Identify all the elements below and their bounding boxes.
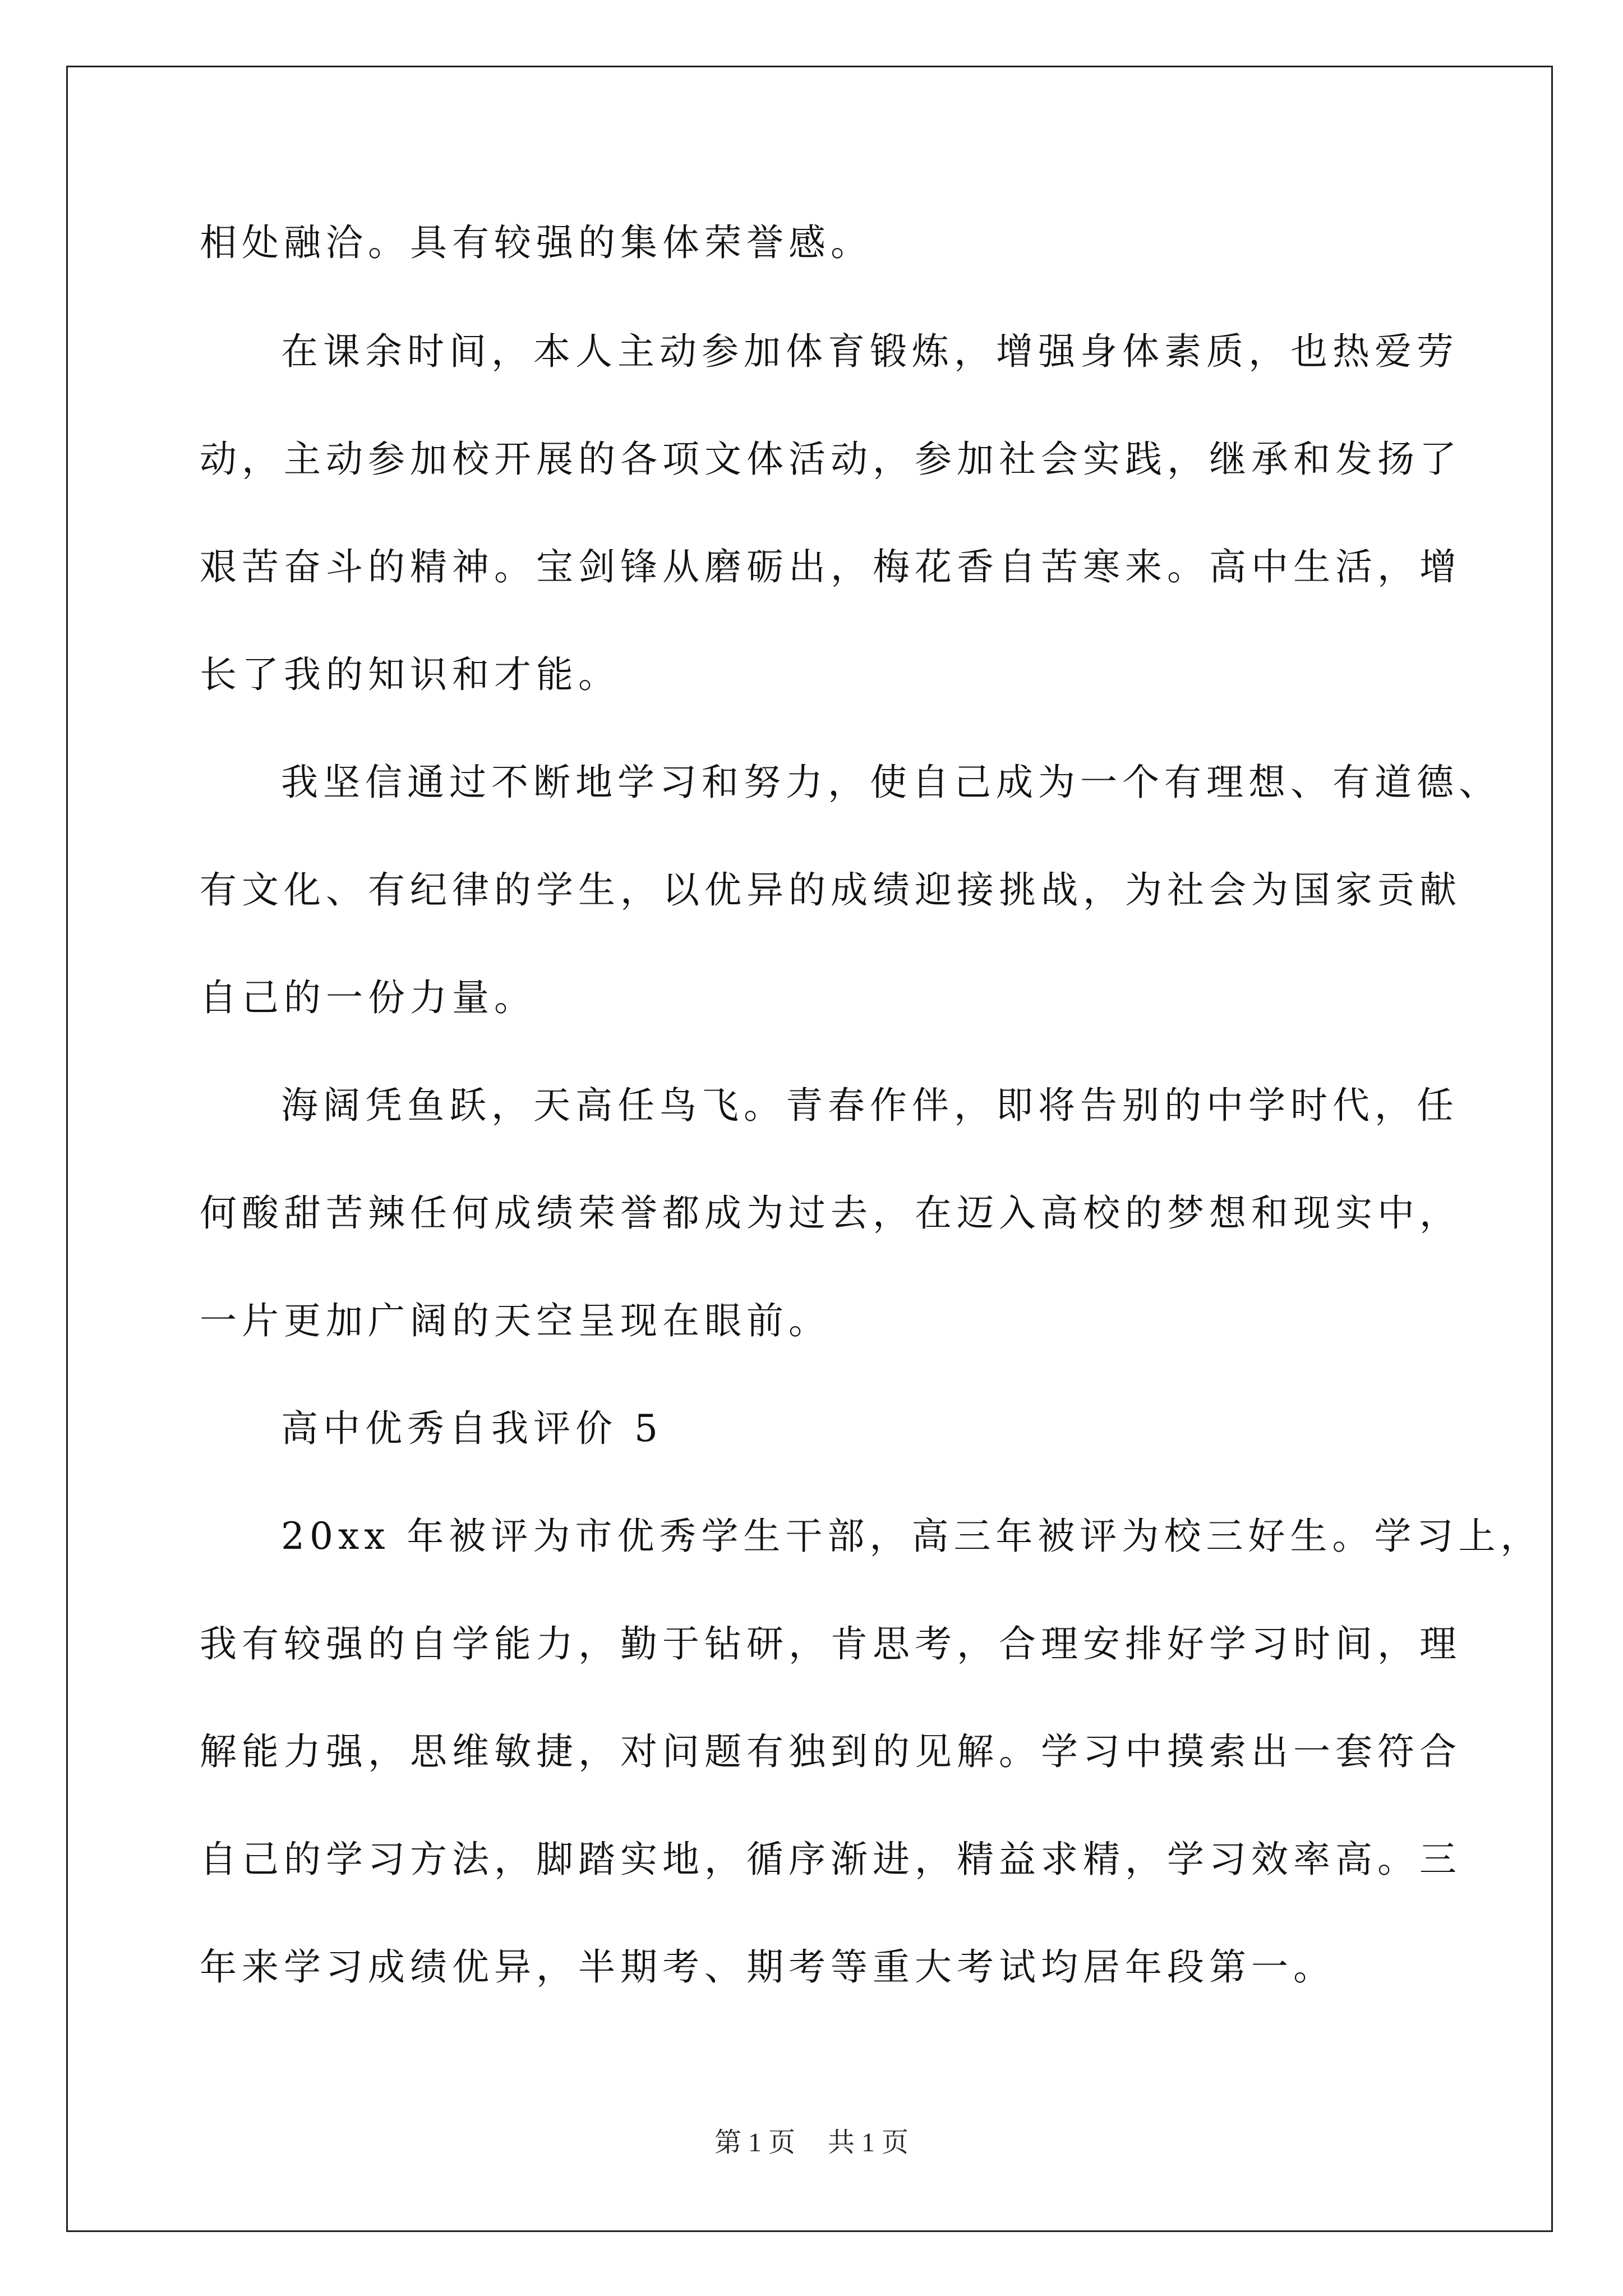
paragraph-start-line: 我坚信通过不断地学习和努力，使自己成为一个有理想、有道德、 — [281, 761, 1501, 804]
text-line: 一片更加广阔的天空呈现在眼前。 — [200, 1299, 831, 1342]
text-line: 动，主动参加校开展的各项文体活动，参加社会实践，继承和发扬了 — [200, 438, 1461, 481]
text-line: 我有较强的自学能力，勤于钻研，肯思考，合理安排好学习时间，理 — [200, 1622, 1461, 1665]
text-line: 年来学习成绩优异，半期考、期考等重大考试均居年段第一。 — [200, 1945, 1335, 1989]
paragraph-start-line: 在课余时间，本人主动参加体育锻炼，增强身体素质，也热爱劳 — [281, 330, 1459, 373]
text-line: 自己的一份力量。 — [200, 976, 536, 1019]
section-heading: 高中优秀自我评价 5 — [281, 1407, 663, 1450]
page-border — [66, 66, 1553, 2232]
paragraph-start-line: 20xx 年被评为市优秀学生干部，高三年被评为校三好生。学习上， — [281, 1515, 1543, 1558]
text-line: 有文化、有纪律的学生，以优异的成绩迎接挑战，为社会为国家贡献 — [200, 868, 1461, 912]
page-footer — [0, 2120, 1623, 2159]
paragraph-start-line: 海阔凭鱼跃，天高任鸟飞。青春作伴，即将告别的中学时代，任 — [281, 1084, 1459, 1127]
text-line: 何酸甜苦辣任何成绩荣誉都成为过去，在迈入高校的梦想和现实中， — [200, 1191, 1461, 1235]
page-number: 第 1 页 — [714, 2128, 795, 2157]
text-line: 长了我的知识和才能。 — [200, 653, 620, 696]
text-line: 自己的学习方法，脚踏实地，循序渐进，精益求精，学习效率高。三 — [200, 1838, 1461, 1881]
page-total: 共 1 页 — [828, 2128, 909, 2157]
text-line: 解能力强，思维敏捷，对问题有独到的见解。学习中摸索出一套符合 — [200, 1730, 1461, 1773]
text-line: 相处融洽。具有较强的集体荣誉感。 — [200, 221, 873, 264]
text-line: 艰苦奋斗的精神。宝剑锋从磨砺出，梅花香自苦寒来。高中生活，增 — [200, 545, 1461, 588]
